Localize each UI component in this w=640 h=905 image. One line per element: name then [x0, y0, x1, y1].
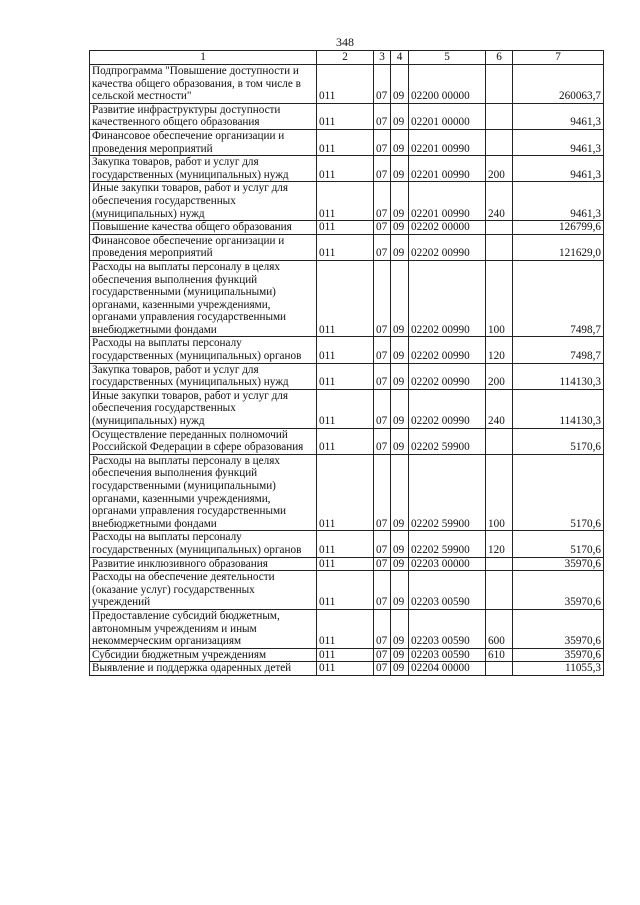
row-section: 07: [374, 557, 391, 571]
row-subsection: 09: [391, 234, 409, 260]
row-name: Развитие инклюзивного образования: [90, 557, 317, 571]
row-target-article: 02202 00990: [409, 337, 486, 363]
row-section: 07: [374, 571, 391, 610]
row-amount: 9461,3: [513, 129, 604, 155]
row-amount: 35970,6: [513, 609, 604, 648]
row-name: Повышение качества общего образования: [90, 221, 317, 235]
row-subsection: 09: [391, 454, 409, 531]
row-section: 07: [374, 428, 391, 454]
row-amount: 5170,6: [513, 531, 604, 557]
row-target-article: 02203 00000: [409, 557, 486, 571]
row-expense-type: [486, 103, 513, 129]
row-target-article: 02204 00000: [409, 662, 486, 676]
row-name: Расходы на выплаты персоналу государственных (муниципальных) органов: [90, 531, 317, 557]
table-row: [90, 260, 604, 337]
row-section: 07: [374, 648, 391, 662]
row-target-article: 02202 59900: [409, 531, 486, 557]
row-subsection: 09: [391, 103, 409, 129]
row-section: 07: [374, 363, 391, 389]
row-section: 07: [374, 65, 391, 104]
row-ministry-code: 011: [317, 156, 374, 182]
row-amount: 9461,3: [513, 182, 604, 221]
row-subsection: 09: [391, 557, 409, 571]
row-section: 07: [374, 389, 391, 428]
table-row: [90, 609, 604, 648]
row-subsection: 09: [391, 531, 409, 557]
row-amount: 35970,6: [513, 648, 604, 662]
row-expense-type: [486, 557, 513, 571]
row-ministry-code: 011: [317, 609, 374, 648]
row-amount: 7498,7: [513, 337, 604, 363]
row-expense-type: 200: [486, 156, 513, 182]
row-expense-type: 120: [486, 531, 513, 557]
row-expense-type: 610: [486, 648, 513, 662]
row-name: Иные закупки товаров, работ и услуг для обеспечения государственных (муниципальных) нужд: [90, 182, 317, 221]
row-name: Расходы на выплаты персоналу в целях обеспечения выполнения функций государственными (муниципальными) органами, казенными учреждениями, органами управления государственными внебюджетными фондами: [90, 454, 317, 531]
row-subsection: 09: [391, 609, 409, 648]
row-name: Развитие инфраструктуры доступности качественного общего образования: [90, 103, 317, 129]
header-col-1: 1: [90, 51, 317, 65]
row-section: 07: [374, 103, 391, 129]
row-expense-type: [486, 662, 513, 676]
table-row: [90, 662, 604, 676]
table-row: [90, 454, 604, 531]
row-expense-type: [486, 571, 513, 610]
row-section: 07: [374, 531, 391, 557]
table-row: [90, 337, 604, 363]
row-name: Закупка товаров, работ и услуг для государственных (муниципальных) нужд: [90, 156, 317, 182]
row-target-article: 02201 00990: [409, 182, 486, 221]
budget-table: [89, 50, 604, 676]
row-target-article: 02200 00000: [409, 65, 486, 104]
row-target-article: 02202 59900: [409, 428, 486, 454]
row-section: 07: [374, 234, 391, 260]
header-col-7: 7: [513, 51, 604, 65]
row-expense-type: 100: [486, 454, 513, 531]
row-expense-type: 100: [486, 260, 513, 337]
header-col-6: 6: [486, 51, 513, 65]
row-target-article: 02201 00990: [409, 156, 486, 182]
row-ministry-code: 011: [317, 571, 374, 610]
row-ministry-code: 011: [317, 65, 374, 104]
row-name: Закупка товаров, работ и услуг для государственных (муниципальных) нужд: [90, 363, 317, 389]
row-section: 07: [374, 182, 391, 221]
row-section: 07: [374, 156, 391, 182]
table-row: [90, 65, 604, 104]
row-amount: 121629,0: [513, 234, 604, 260]
header-col-2: 2: [317, 51, 374, 65]
row-target-article: 02201 00000: [409, 103, 486, 129]
table-row: [90, 234, 604, 260]
row-ministry-code: 011: [317, 662, 374, 676]
header-col-4: 4: [391, 51, 409, 65]
row-name: Выявление и поддержка одаренных детей: [90, 662, 317, 676]
table-row: [90, 182, 604, 221]
row-expense-type: 200: [486, 363, 513, 389]
row-subsection: 09: [391, 182, 409, 221]
table-row: [90, 156, 604, 182]
row-subsection: 09: [391, 389, 409, 428]
row-amount: 114130,3: [513, 389, 604, 428]
row-section: 07: [374, 260, 391, 337]
row-section: 07: [374, 662, 391, 676]
row-name: Иные закупки товаров, работ и услуг для обеспечения государственных (муниципальных) нужд: [90, 389, 317, 428]
row-name: Осуществление переданных полномочий Российской Федерации в сфере образования: [90, 428, 317, 454]
row-name: Предоставление субсидий бюджетным, автономным учреждениям и иным некоммерческим организациям: [90, 609, 317, 648]
row-subsection: 09: [391, 156, 409, 182]
row-ministry-code: 011: [317, 129, 374, 155]
row-target-article: 02202 00990: [409, 363, 486, 389]
row-subsection: 09: [391, 428, 409, 454]
row-subsection: 09: [391, 337, 409, 363]
table-row: [90, 428, 604, 454]
row-subsection: 09: [391, 363, 409, 389]
row-ministry-code: 011: [317, 428, 374, 454]
table-row: [90, 363, 604, 389]
row-target-article: 02203 00590: [409, 609, 486, 648]
row-name: Финансовое обеспечение организации и проведения мероприятий: [90, 234, 317, 260]
row-name: Финансовое обеспечение организации и проведения мероприятий: [90, 129, 317, 155]
row-subsection: 09: [391, 221, 409, 235]
row-section: 07: [374, 221, 391, 235]
row-section: 07: [374, 129, 391, 155]
table-row: [90, 389, 604, 428]
row-amount: 7498,7: [513, 260, 604, 337]
table-row: [90, 571, 604, 610]
row-ministry-code: 011: [317, 557, 374, 571]
row-target-article: 02202 00990: [409, 260, 486, 337]
row-amount: 9461,3: [513, 156, 604, 182]
row-amount: 11055,3: [513, 662, 604, 676]
row-target-article: 02201 00990: [409, 129, 486, 155]
table-row: [90, 531, 604, 557]
row-amount: 5170,6: [513, 428, 604, 454]
row-target-article: 02202 00990: [409, 234, 486, 260]
row-section: 07: [374, 337, 391, 363]
row-target-article: 02202 00990: [409, 389, 486, 428]
row-section: 07: [374, 454, 391, 531]
row-expense-type: 120: [486, 337, 513, 363]
row-name: Расходы на выплаты персоналу в целях обеспечения выполнения функций государственными (муниципальными) органами, казенными учреждениями, органами управления государственными внебюджетными фондами: [90, 260, 317, 337]
table-row: [90, 129, 604, 155]
row-target-article: 02203 00590: [409, 648, 486, 662]
row-expense-type: [486, 129, 513, 155]
table-row: [90, 648, 604, 662]
table-row: [90, 103, 604, 129]
row-amount: 114130,3: [513, 363, 604, 389]
row-expense-type: [486, 234, 513, 260]
row-target-article: 02202 00000: [409, 221, 486, 235]
row-ministry-code: 011: [317, 363, 374, 389]
row-amount: 5170,6: [513, 454, 604, 531]
row-name: Расходы на выплаты персоналу государственных (муниципальных) органов: [90, 337, 317, 363]
header-col-5: 5: [409, 51, 486, 65]
row-target-article: 02202 59900: [409, 454, 486, 531]
row-ministry-code: 011: [317, 531, 374, 557]
row-subsection: 09: [391, 65, 409, 104]
row-subsection: 09: [391, 662, 409, 676]
row-name: Расходы на обеспечение деятельности (оказание услуг) государственных учреждений: [90, 571, 317, 610]
row-name: Субсидии бюджетным учреждениям: [90, 648, 317, 662]
row-expense-type: [486, 65, 513, 104]
row-target-article: 02203 00590: [409, 571, 486, 610]
row-subsection: 09: [391, 648, 409, 662]
table-row: [90, 557, 604, 571]
row-section: 07: [374, 609, 391, 648]
row-expense-type: [486, 221, 513, 235]
row-amount: 35970,6: [513, 557, 604, 571]
row-amount: 126799,6: [513, 221, 604, 235]
row-ministry-code: 011: [317, 648, 374, 662]
table-row: [90, 221, 604, 235]
row-amount: 35970,6: [513, 571, 604, 610]
page-number: 348: [336, 35, 354, 49]
row-subsection: 09: [391, 129, 409, 155]
row-ministry-code: 011: [317, 103, 374, 129]
row-expense-type: 240: [486, 389, 513, 428]
row-expense-type: 600: [486, 609, 513, 648]
row-expense-type: [486, 428, 513, 454]
row-ministry-code: 011: [317, 389, 374, 428]
row-expense-type: 240: [486, 182, 513, 221]
row-subsection: 09: [391, 260, 409, 337]
row-ministry-code: 011: [317, 234, 374, 260]
row-ministry-code: 011: [317, 337, 374, 363]
header-row: [90, 51, 604, 65]
row-ministry-code: 011: [317, 182, 374, 221]
row-subsection: 09: [391, 571, 409, 610]
row-ministry-code: 011: [317, 221, 374, 235]
row-ministry-code: 011: [317, 454, 374, 531]
row-ministry-code: 011: [317, 260, 374, 337]
row-amount: 9461,3: [513, 103, 604, 129]
row-amount: 260063,7: [513, 65, 604, 104]
row-name: Подпрограмма "Повышение доступности и качества общего образования, в том числе в сельской местности": [90, 65, 317, 104]
header-col-3: 3: [374, 51, 391, 65]
